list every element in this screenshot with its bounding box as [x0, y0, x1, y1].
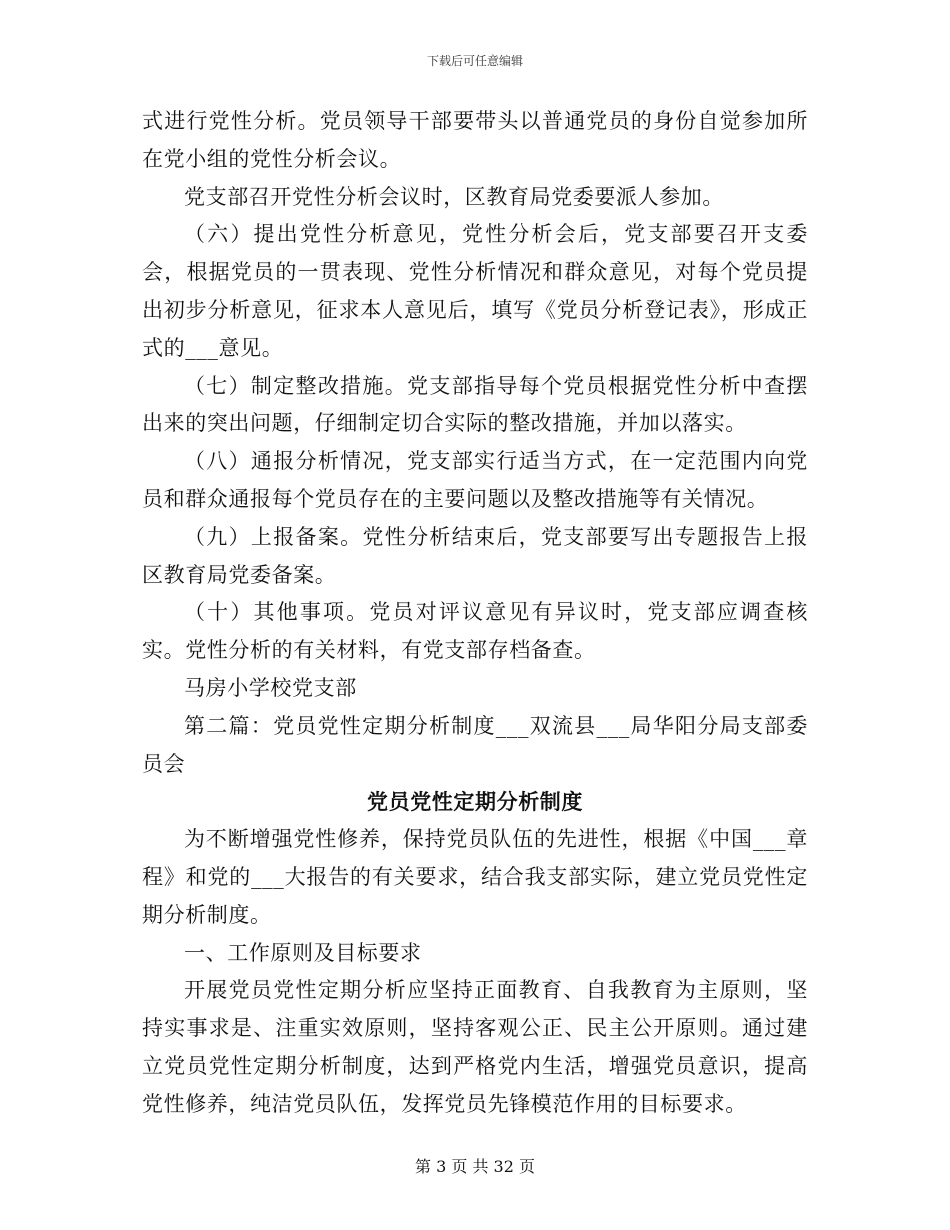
page-header-note: 下载后可任意编辑	[426, 54, 523, 68]
document-body	[142, 103, 808, 1124]
paragraph: （十）其他事项。党员对评议意见有异议时，党支部应调查核实。党性分析的有关材料，有党支部存档备查。	[142, 600, 808, 663]
page-number: 第 3 页 共 32 页	[415, 1157, 535, 1176]
paragraph: （八）通报分析情况，党支部实行适当方式，在一定范围内向党员和群众通报每个党员存在的主要问题以及整改措施等有关情况。	[142, 449, 808, 511]
paragraph: （九）上报备案。党性分析结束后，党支部要写出专题报告上报区教育局党委备案。	[142, 524, 808, 587]
paragraph: 为不断增强党性修养，保持党员队伍的先进性，根据《中国___章程》和党的___大报告的有关要求，结合我支部实际，建立党员党性定期分析制度。	[142, 827, 808, 927]
paragraph: 党支部召开党性分析会议时，区教育局党委要派人参加。	[184, 184, 724, 209]
signature-line: 马房小学校党支部	[184, 675, 357, 700]
paragraph: 开展党员党性定期分析应坚持正面教育、自我教育为主原则，坚持实事求是、注重实效原则，坚持客观公正、民主公开原则。通过建立党员党性定期分析制度，达到严格党内生活，增强党员意识，提高党性修养，纯洁党员队伍，发挥党员先锋模范作用的目标要求。	[142, 978, 808, 1116]
paragraph: （六）提出党性分析意见，党性分析会后，党支部要召开支委会，根据党员的一贯表现、党性分析情况和群众意见，对每个党员提出初步分析意见，征求本人意见后，填写《党员分析登记表》，形成正式的___意见。	[142, 222, 808, 360]
paragraph: 式进行党性分析。党员领导干部要带头以普通党员的身份自觉参加所在党小组的党性分析会议。	[142, 109, 808, 171]
section-title: 党员党性定期分析制度	[367, 789, 583, 815]
second-article-heading: 第二篇：党员党性定期分析制度___双流县___局华阳分局支部委员会	[142, 713, 808, 776]
paragraph: （七）制定整改措施。党支部指导每个党员根据党性分析中查摆出来的突出问题，仔细制定切合实际的整改措施，并加以落实。	[142, 373, 808, 436]
subsection-heading: 一、工作原则及目标要求	[184, 940, 422, 965]
